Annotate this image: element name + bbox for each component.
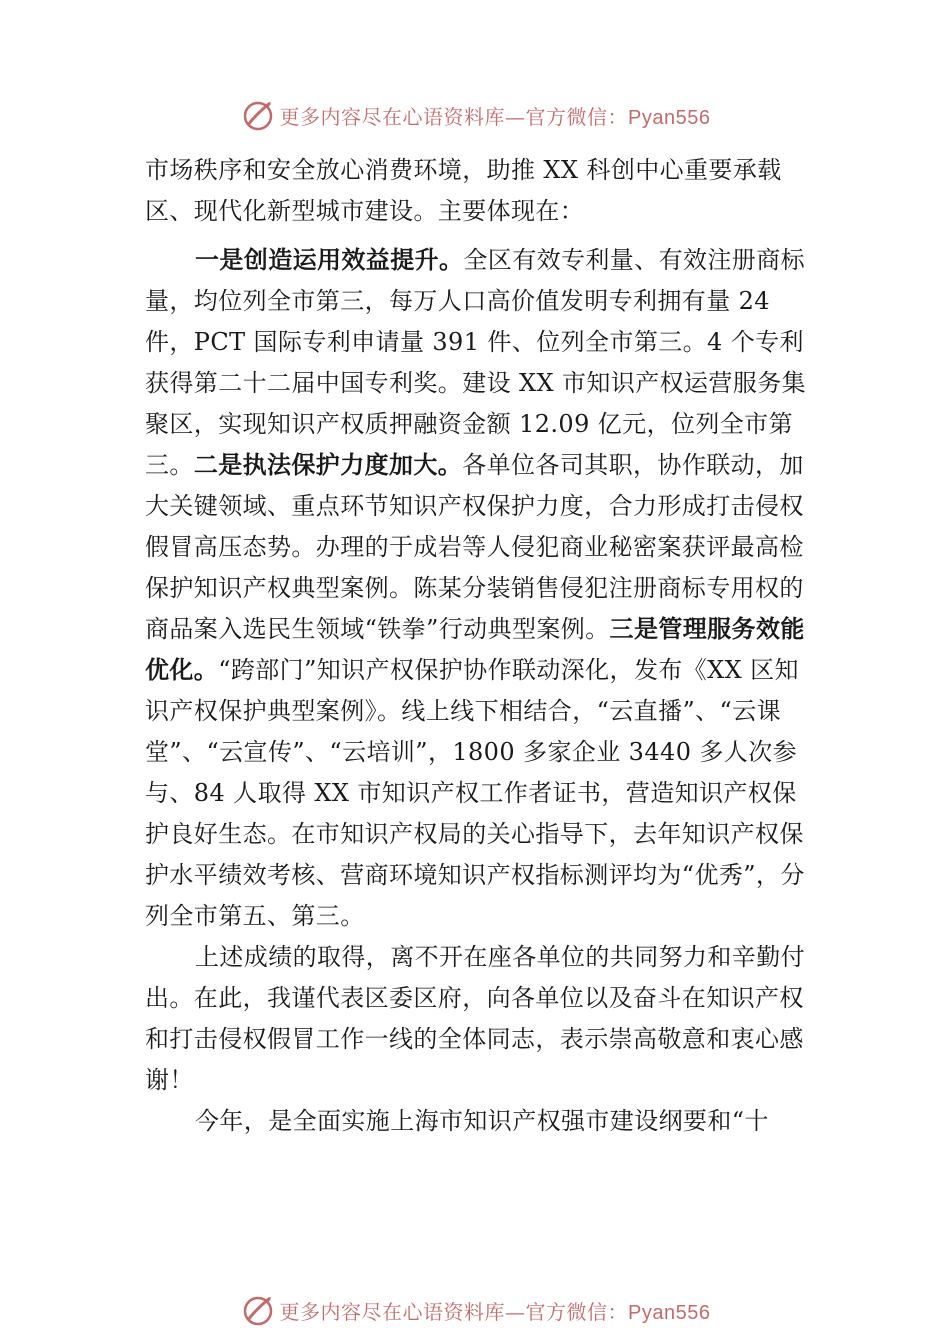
document-body xyxy=(145,150,810,1142)
point-2-text: 各单位各司其职，协作联动，加大关键领域、重点环节知识产权保护力度，合力形成打击侵权假冒高压态势。办理的于成岩等人侵犯商业秘密案获评最高检保护知识产权典型案例。陈某分装销售侵犯注册商标专用权的商品案入选民生领域“铁拳”行动典型案例。 xyxy=(145,451,804,643)
header-banner-text: 更多内容尽在心语资料库—官方微信：Pyan556 xyxy=(279,104,711,129)
paragraph-2 xyxy=(145,240,810,937)
paragraph-4: 今年，是全面实施上海市知识产权强市建设纲要和“十 xyxy=(195,1107,769,1135)
brand-logo-icon xyxy=(240,1292,276,1328)
footer-banner-text: 更多内容尽在心语资料库—官方微信：Pyan556 xyxy=(279,1299,711,1324)
paragraph-3: 上述成绩的取得，离不开在座各单位的共同努力和辛勤付出。在此，我谨代表区委区府，向各单位以及奋斗在知识产权和打击侵权假冒工作一线的全体同志，表示崇高敬意和衷心感谢！ xyxy=(145,943,805,1094)
point-1-text: 全区有效专利量、有效注册商标量，均位列全市第三，每万人口高价值发明专利拥有量 24 件，PCT 国际专利申请量 391 件、位列全市第三。4 个专利获得第二十二届中国专利奖。建设 XX 市知识产权运营服务集聚区，实现知识产权质押融资金额 12.09 亿元，位列全市第三。 xyxy=(145,246,807,479)
point-3-text: “跨部门”知识产权保护协作联动深化，发布《XX 区知识产权保护典型案例》。线上线下相结合，“云直播”、“云课堂”、“云宣传”、“云培训”，1800 多家企业 3440 多人次参与、84 人取得 XX 市知识产权工作者证书，营造知识产权保护良好生态。在市知识产权局的关心指导下，去年知识产权保护水平绩效考核、营商环境知识产权指标测评均为“优秀”，分列全市第五、第三。 xyxy=(145,656,805,930)
point-2-heading: 二是执法保护力度加大。 xyxy=(193,451,463,479)
point-1-heading: 一是创造运用效益提升。 xyxy=(195,246,464,274)
point-3-heading: 三是管理服务效能优化。 xyxy=(145,615,805,684)
paragraph-1: 市场秩序和安全放心消费环境，助推 XX 科创中心重要承载区、现代化新型城市建设。主要体现在： xyxy=(145,156,782,225)
footer-wechat-id: Pyan556 xyxy=(628,1301,711,1324)
header-watermark-banner xyxy=(0,95,950,135)
footer-watermark-banner xyxy=(0,1290,950,1330)
brand-logo-icon xyxy=(240,97,276,133)
header-wechat-id: Pyan556 xyxy=(628,106,711,129)
